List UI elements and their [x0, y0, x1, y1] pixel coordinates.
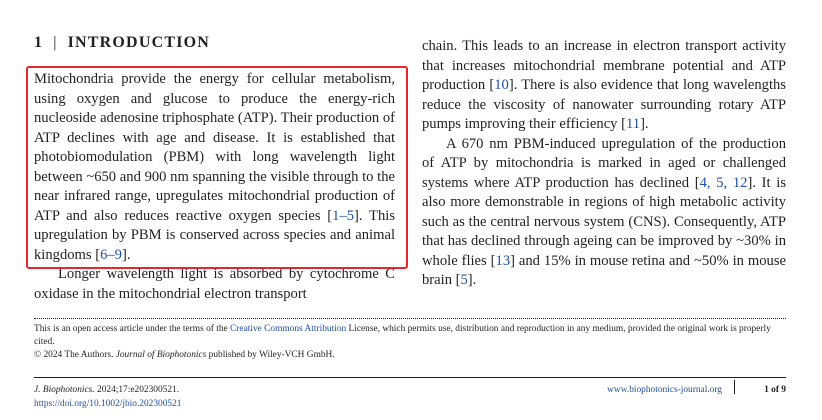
- intro-paragraph-4: [422, 135, 786, 291]
- section-separator: |: [53, 34, 58, 51]
- footer-separator-bar: [734, 380, 735, 394]
- copyright-line: [34, 349, 786, 362]
- citation-link[interactable]: 5: [460, 272, 468, 288]
- body-text: ]. It is also more demonstrable in regions of high metabolic activity such as the central nervous system (CNS). Consequently, ATP that has declined through ageing can be improved by ~30% in whole flies [: [422, 174, 787, 269]
- citation-link[interactable]: 4, 5, 12: [699, 174, 748, 191]
- intro-paragraph-1: [34, 70, 395, 265]
- license-text-pre: This is an open access article under the terms of the: [34, 324, 231, 334]
- citation-link[interactable]: 10: [494, 77, 509, 93]
- body-text: ].: [467, 272, 477, 288]
- citation-link[interactable]: 1–5: [332, 207, 355, 224]
- left-column: [34, 70, 395, 304]
- footer-journal: J. Biophotonics.: [34, 385, 95, 395]
- body-text: A 670 nm PBM-induced upregulation of the production of ATP by mitochondria is marked in aged or challenged systems where ATP production has declined [: [422, 135, 786, 191]
- citation-link[interactable]: 6–9: [100, 246, 122, 263]
- footer-citation-text: 2024;17:e202300521.: [94, 385, 180, 395]
- copyright-pre: © 2024 The Authors.: [34, 350, 116, 361]
- body-text: Mitochondria provide the energy for cellular metabolism, using oxygen and glucose to produce the energy-rich nucleoside adenosine triphosphate (ATP). Their production of ATP declines with age and disease. It is established that photobiomodulation (PBM) with long wavelength light between ~650 and 900 nm spanning the visible through to the near infrared range, upregulates mitochondrial production of ATP and also reduces reactive oxygen species [: [34, 71, 395, 224]
- section-heading: [34, 34, 210, 52]
- citation-link[interactable]: 11: [626, 116, 641, 132]
- creative-commons-link[interactable]: Creative Commons Attribution: [230, 324, 347, 334]
- body-text: ]. This upregulation by PBM is conserved across species and animal kingdoms [: [34, 207, 395, 263]
- footer-divider: [34, 377, 786, 378]
- journal-url-link[interactable]: www.biophotonics-journal.org: [607, 385, 722, 395]
- footer-citation: [34, 383, 182, 411]
- body-text: ].: [640, 116, 649, 132]
- license-notice: [34, 323, 786, 363]
- body-text: ] and 15% in mouse retina and ~50% in mouse brain [: [422, 252, 786, 288]
- section-title: INTRODUCTION: [67, 34, 211, 51]
- license-text: [34, 323, 786, 349]
- copyright-post: published by Wiley-VCH GmbH.: [206, 350, 335, 361]
- right-column: [422, 37, 786, 291]
- license-text-post: License, which permits use, distribution and reproduction in any medium, provided the original work is properly cited.: [34, 324, 771, 348]
- body-text: ]. There is also evidence that long wavelengths reduce the viscosity of nanowater surrounding rotary ATP pumps improving their efficiency [: [422, 77, 786, 132]
- page-number: 1 of 9: [764, 385, 786, 395]
- intro-paragraph-3: [422, 37, 786, 135]
- license-divider: [34, 318, 786, 319]
- intro-paragraph-2: [34, 265, 395, 304]
- copyright-journal: Journal of Biophotonics: [115, 350, 207, 361]
- doi-link[interactable]: https://doi.org/10.1002/jbio.202300521: [34, 399, 182, 409]
- body-text: ].: [121, 246, 131, 263]
- citation-link[interactable]: 13: [495, 252, 511, 269]
- section-number: 1: [34, 34, 44, 51]
- body-text: Longer wavelength light is absorbed by cytochrome C oxidase in the mitochondrial electron transport: [34, 266, 395, 302]
- body-text: chain. This leads to an increase in electron transport activity that increases mitochondrial membrane potential and ATP production [: [422, 38, 786, 93]
